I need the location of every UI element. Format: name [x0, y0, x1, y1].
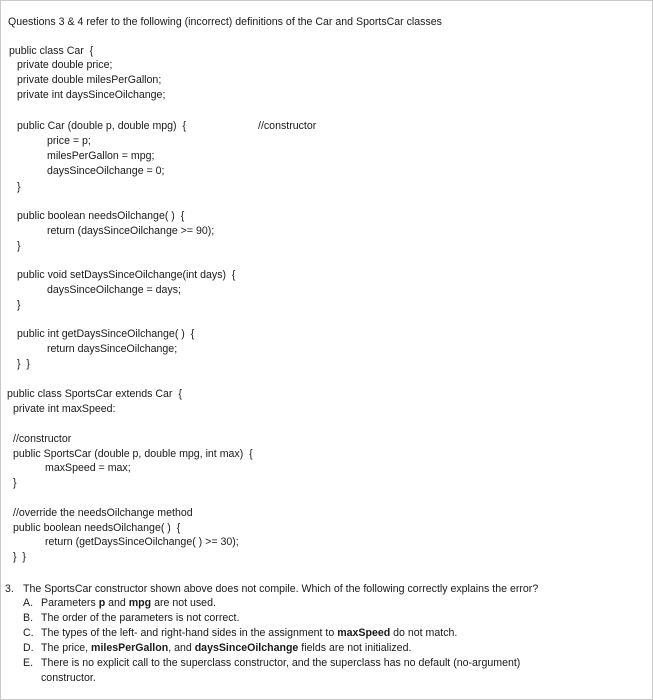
- get-days-signature: public int getDaysSinceOilchange( ) {: [17, 328, 195, 340]
- option-letter: C.: [23, 627, 34, 639]
- closing-brace: }: [17, 240, 21, 252]
- set-days-body: daysSinceOilchange = days;: [47, 284, 181, 296]
- option-letter: B.: [23, 612, 34, 624]
- closing-brace: }: [13, 477, 17, 489]
- closing-brace: }: [17, 181, 21, 193]
- car-mpg-field: private double milesPerGallon;: [17, 74, 162, 86]
- car-price-field: private double price;: [17, 59, 113, 71]
- option-letter: A.: [23, 597, 34, 609]
- option-b-text: The order of the parameters is not correct.: [41, 612, 240, 624]
- option-d-text: The price, milesPerGallon, and daysSinceOilchange fields are not initialized.: [41, 642, 412, 654]
- needs-oilchange-signature: public boolean needsOilchange( ) {: [17, 210, 185, 222]
- option-c-text: The types of the left- and right-hand sides in the assignment to maxSpeed do not match.: [41, 627, 458, 639]
- sportscar-ctor-comment: //constructor: [13, 433, 72, 445]
- needs-oilchange-body: return (daysSinceOilchange >= 90);: [47, 225, 215, 237]
- car-class-declaration: public class Car {: [9, 45, 94, 57]
- sportscar-ctor-signature: public SportsCar (double p, double mpg, int max) {: [13, 448, 253, 460]
- question-number: 3.: [5, 583, 14, 595]
- option-letter: E.: [23, 657, 34, 669]
- car-ctor-price-line: price = p;: [47, 135, 91, 147]
- car-ctor-mpg-line: milesPerGallon = mpg;: [47, 150, 155, 162]
- sportscar-class-declaration: public class SportsCar extends Car {: [7, 388, 182, 400]
- closing-brace: }: [17, 299, 21, 311]
- car-constructor-signature: public Car (double p, double mpg) {: [17, 120, 187, 132]
- car-ctor-days-line: daysSinceOilchange = 0;: [47, 165, 165, 177]
- set-days-signature: public void setDaysSinceOilchange(int days) {: [17, 269, 236, 281]
- sportscar-maxspeed-field: private int maxSpeed:: [13, 403, 116, 415]
- sportscar-needs-body: return (getDaysSinceOilchange( ) >= 30);: [45, 536, 239, 548]
- question-text: The SportsCar constructor shown above does not compile. Which of the following correctly explains the error?: [23, 583, 539, 595]
- car-constructor-comment: //constructor: [258, 120, 317, 132]
- sportscar-ctor-body: maxSpeed = max;: [45, 462, 131, 474]
- override-comment: //override the needsOilchange method: [13, 507, 193, 519]
- get-days-body: return daysSinceOilchange;: [47, 343, 178, 355]
- header-text: Questions 3 & 4 refer to the following (incorrect) definitions of the Car and SportsCar classes: [8, 16, 442, 28]
- option-e-text-continued: constructor.: [41, 672, 96, 684]
- car-days-field: private int daysSinceOilchange;: [17, 89, 166, 101]
- option-e-text: There is no explicit call to the superclass constructor, and the superclass has no default (no-argument): [41, 657, 521, 669]
- closing-braces: } }: [17, 358, 30, 370]
- sportscar-needs-signature: public boolean needsOilchange( ) {: [13, 522, 181, 534]
- option-a-text: Parameters p and mpg are not used.: [41, 597, 216, 609]
- closing-braces: } }: [13, 551, 26, 563]
- option-letter: D.: [23, 642, 34, 654]
